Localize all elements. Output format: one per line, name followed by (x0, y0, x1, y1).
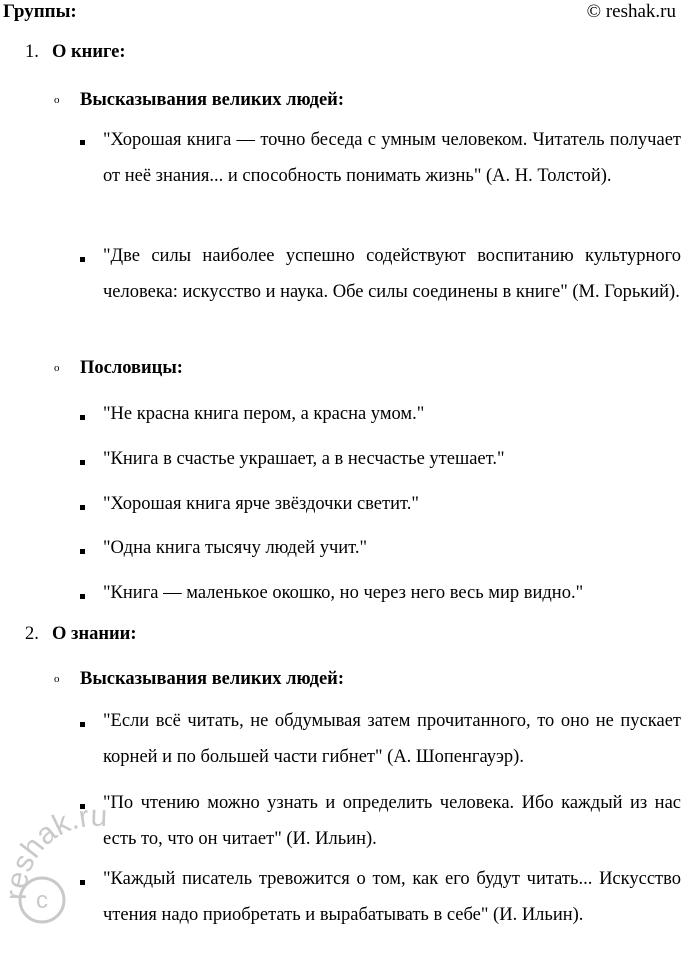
square-bullet-icon (80, 505, 85, 510)
copyright-circle (20, 878, 64, 922)
group-number: 1. (25, 42, 39, 62)
list-item: "По чтению можно узнать и определить человека. Ибо каждый из нас есть то, что он читает" (И. Ильин). (103, 793, 681, 849)
list-item: "Одна книга тысячу людей учит." (103, 538, 368, 558)
square-bullet-icon (80, 415, 85, 420)
list-item: "Каждый писатель тревожится о том, как его будут читать... Искусство чтения надо приобретать и вырабатывать в себе" (И. Ильин). (103, 869, 681, 925)
list-item: "Две силы наиболее успешно содействуют воспитанию культурного человека: искусство и наука. Обе силы соединены в книге" (М. Горький). (103, 246, 681, 302)
list-item: "Книга — маленькое окошко, но через него весь мир видно." (103, 583, 584, 603)
square-bullet-icon (80, 722, 85, 727)
square-bullet-icon (80, 880, 85, 885)
site-credit: © reshak.ru (586, 1, 676, 22)
list-item: "Если всё читать, не обдумывая затем прочитанного, то оно не пускает корней и по большей части гибнет" (А. Шопенгауэр). (103, 711, 681, 767)
subgroup-title: Высказывания великих людей: (80, 669, 344, 689)
square-bullet-icon (80, 804, 85, 809)
circle-bullet-icon: o (54, 362, 60, 374)
copyright-icon: c (36, 887, 48, 914)
list-item: "Не красна книга пером, а красна умом." (103, 404, 425, 424)
subgroup-title: Высказывания великих людей: (80, 90, 344, 110)
square-bullet-icon (80, 140, 85, 145)
square-bullet-icon (80, 549, 85, 554)
list-item: "Хорошая книга — точно беседа с умным человеком. Читатель получает от неё знания... и способность понимать жизнь" (А. Н. Толстой). (103, 130, 681, 186)
square-bullet-icon (80, 257, 85, 262)
square-bullet-icon (80, 460, 85, 465)
group-title: О книге: (52, 42, 126, 62)
circle-bullet-icon: o (54, 94, 60, 106)
subgroup-title: Пословицы: (80, 358, 183, 378)
group-number: 2. (25, 624, 39, 644)
circle-bullet-icon: o (54, 673, 60, 685)
watermark-text: reshak.ru (0, 799, 109, 901)
group-title: О знании: (52, 624, 137, 644)
square-bullet-icon (80, 594, 85, 599)
list-item: "Книга в счастье украшает, а в несчастье утешает." (103, 449, 505, 469)
page-title: Группы: (3, 1, 77, 22)
list-item: "Хорошая книга ярче звёздочки светит." (103, 494, 419, 514)
